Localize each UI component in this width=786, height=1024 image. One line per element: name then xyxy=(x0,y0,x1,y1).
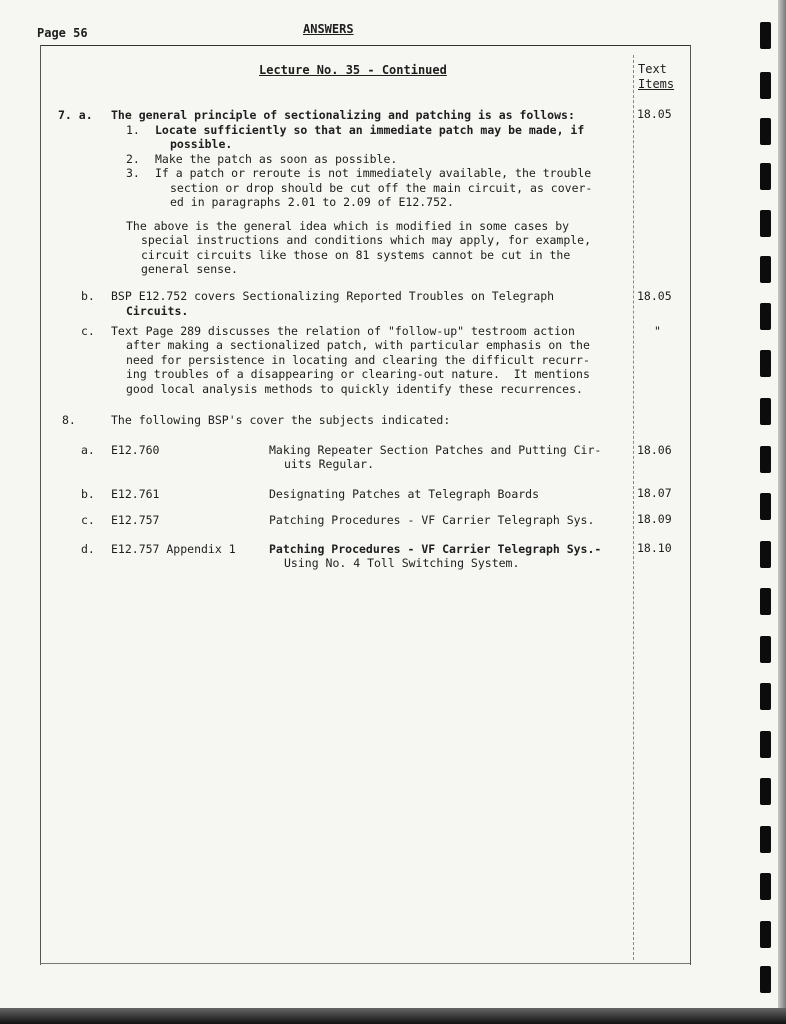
punch-hole xyxy=(760,210,771,237)
q8c-text-item: 18.09 xyxy=(637,512,672,526)
q7-step-1-line-1: Locate sufficiently so that an immediate patch may be made, if xyxy=(155,123,585,137)
q7c-text-item: " xyxy=(654,324,661,338)
punch-hole xyxy=(760,778,771,805)
q8d-label: d. xyxy=(81,542,95,556)
column-header-line-2: Items xyxy=(638,77,675,91)
q7c-line-5: good local analysis methods to quickly identify these recurrences. xyxy=(126,382,583,396)
q8d-text-item: 18.10 xyxy=(637,541,672,555)
q8b-line-1: Designating Patches at Telegraph Boards xyxy=(269,487,540,501)
q7-step-3-num: 3. xyxy=(126,166,140,180)
punch-hole xyxy=(760,588,771,615)
q7-step-1-num: 1. xyxy=(126,123,140,137)
q7b-label: b. xyxy=(81,289,95,303)
punch-hole xyxy=(760,731,771,758)
page-number: Page 56 xyxy=(37,26,88,40)
q7c-line-4: ing troubles of a disappearing or clearing-out nature. It mentions xyxy=(126,367,590,381)
q8a-line-1: Making Repeater Section Patches and Putting Cir- xyxy=(269,443,602,457)
punch-hole xyxy=(760,350,771,377)
punch-hole xyxy=(760,303,771,330)
q8d-code: E12.757 Appendix 1 xyxy=(111,542,236,556)
q8-number: 8. xyxy=(62,413,76,427)
scan-bottom-edge xyxy=(0,1008,786,1024)
punch-hole xyxy=(760,72,771,99)
q7b-line-1: BSP E12.752 covers Sectionalizing Reported Troubles on Telegraph xyxy=(111,289,555,303)
scan-right-edge xyxy=(778,0,786,1024)
q7c-line-3: need for persistence in locating and clearing the difficult recurr- xyxy=(126,353,590,367)
q7c-line-1: Text Page 289 discusses the relation of "follow-up" testroom action xyxy=(111,324,575,338)
q7-step-3-line-1: If a patch or reroute is not immediately available, the trouble xyxy=(155,166,592,180)
column-header-line-1: Text xyxy=(638,62,667,76)
q8a-label: a. xyxy=(81,443,95,457)
frame-left-rule xyxy=(40,45,41,965)
punch-hole xyxy=(760,256,771,283)
q8d-line-1: Patching Procedures - VF Carrier Telegraph Sys.- xyxy=(269,542,602,556)
text-items-column-divider xyxy=(633,55,634,960)
q8b-label: b. xyxy=(81,487,95,501)
q8a-code: E12.760 xyxy=(111,443,160,457)
q7-note-line-2: special instructions and conditions which may apply, for example, xyxy=(141,233,592,247)
q7-number: 7. a. xyxy=(58,108,93,122)
q8c-code: E12.757 xyxy=(111,513,160,527)
punch-hole xyxy=(760,541,771,568)
q8b-text-item: 18.07 xyxy=(637,486,672,500)
q8-intro: The following BSP's cover the subjects indicated: xyxy=(111,413,451,427)
q8c-line-1: Patching Procedures - VF Carrier Telegraph Sys. xyxy=(269,513,595,527)
q7-note-line-1: The above is the general idea which is modified in some cases by xyxy=(126,219,570,233)
q8b-code: E12.761 xyxy=(111,487,160,501)
punch-hole xyxy=(760,826,771,853)
punch-hole xyxy=(760,873,771,900)
q7-note-line-4: general sense. xyxy=(141,262,238,276)
frame-right-rule xyxy=(690,45,691,965)
q7-step-2-line-1: Make the patch as soon as possible. xyxy=(155,152,398,166)
q7-step-1-line-2: possible. xyxy=(170,137,233,151)
q7c-line-2: after making a sectionalized patch, with particular emphasis on the xyxy=(126,338,590,352)
q8a-line-2: uits Regular. xyxy=(284,457,375,471)
q7c-label: c. xyxy=(81,324,95,338)
q8a-text-item: 18.06 xyxy=(637,443,672,457)
q7b-text-item: 18.05 xyxy=(637,289,672,303)
punch-hole xyxy=(760,636,771,663)
frame-top-rule xyxy=(40,45,690,46)
q7-note-line-3: circuit circuits like those on 81 systems cannot be cut in the xyxy=(141,248,571,262)
q8d-line-2: Using No. 4 Toll Switching System. xyxy=(284,556,520,570)
punch-hole xyxy=(760,683,771,710)
q7b-line-2: Circuits. xyxy=(126,304,189,318)
punch-hole xyxy=(760,398,771,425)
punch-hole xyxy=(760,163,771,190)
punch-hole xyxy=(760,966,771,993)
page-header-title: ANSWERS xyxy=(303,22,354,36)
lecture-title: Lecture No. 35 - Continued xyxy=(259,63,447,77)
q7-step-3-line-2: section or drop should be cut off the main circuit, as cover- xyxy=(170,181,593,195)
punch-hole xyxy=(760,22,771,49)
punch-hole xyxy=(760,921,771,948)
q7-step-3-line-3: ed in paragraphs 2.01 to 2.09 of E12.752. xyxy=(170,195,454,209)
punch-hole xyxy=(760,118,771,145)
punch-hole xyxy=(760,446,771,473)
frame-bottom-rule xyxy=(40,963,690,964)
q8c-label: c. xyxy=(81,513,95,527)
q7-intro: The general principle of sectionalizing and patching is as follows: xyxy=(111,108,575,122)
punch-hole xyxy=(760,493,771,520)
text-items-column-header xyxy=(638,62,686,92)
q7a-text-item: 18.05 xyxy=(637,107,672,121)
q7-step-2-num: 2. xyxy=(126,152,140,166)
